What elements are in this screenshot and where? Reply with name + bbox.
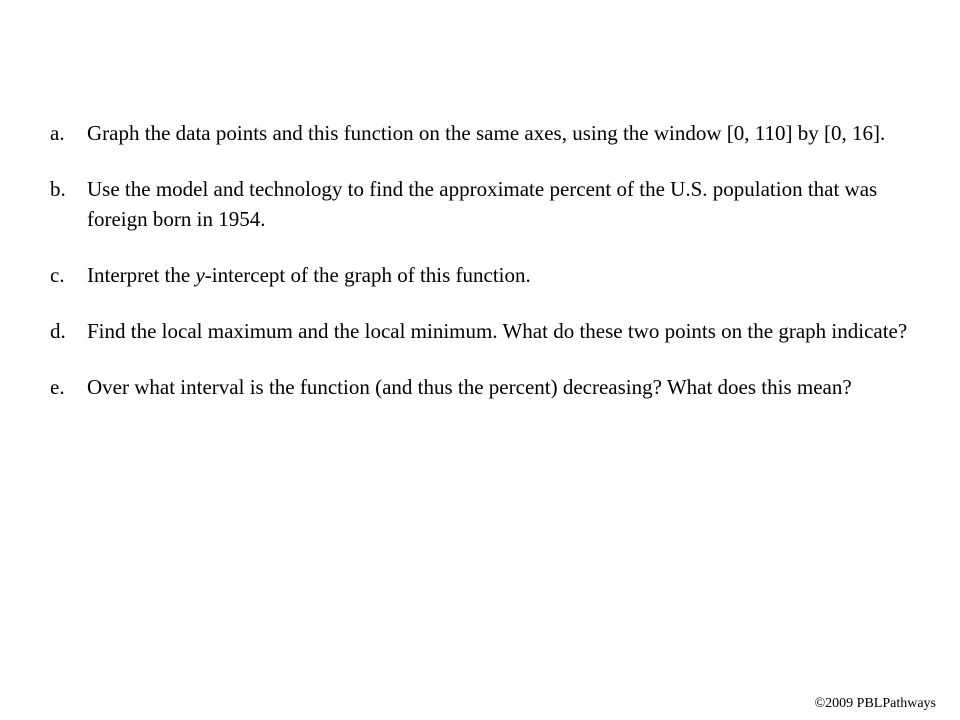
question-text: Graph the data points and this function on the same axes, using the window [0, 110] by [0, 16]. — [87, 121, 886, 145]
question-e — [50, 372, 920, 402]
question-text-italic: y — [195, 263, 205, 287]
question-text-after: -intercept of the graph of this function. — [204, 263, 531, 287]
question-list — [50, 118, 920, 428]
question-letter: c. — [50, 263, 65, 287]
question-text: Find the local maximum and the local minimum. What do these two points on the graph indicate? — [87, 319, 908, 343]
question-letter: d. — [50, 319, 66, 343]
question-c — [50, 260, 920, 290]
question-letter: b. — [50, 177, 66, 201]
question-letter: e. — [50, 375, 65, 399]
copyright-footer: ©2009 PBLPathways — [814, 696, 936, 711]
question-text-before: Interpret the — [87, 263, 196, 287]
question-a — [50, 118, 920, 148]
question-b — [50, 174, 920, 234]
question-letter: a. — [50, 121, 65, 145]
question-d — [50, 316, 920, 346]
question-text — [87, 263, 531, 287]
question-text: Over what interval is the function (and thus the percent) decreasing? What does this mean? — [87, 375, 852, 399]
question-text: Use the model and technology to find the approximate percent of the U.S. population that was foreign born in 1954. — [87, 177, 878, 231]
